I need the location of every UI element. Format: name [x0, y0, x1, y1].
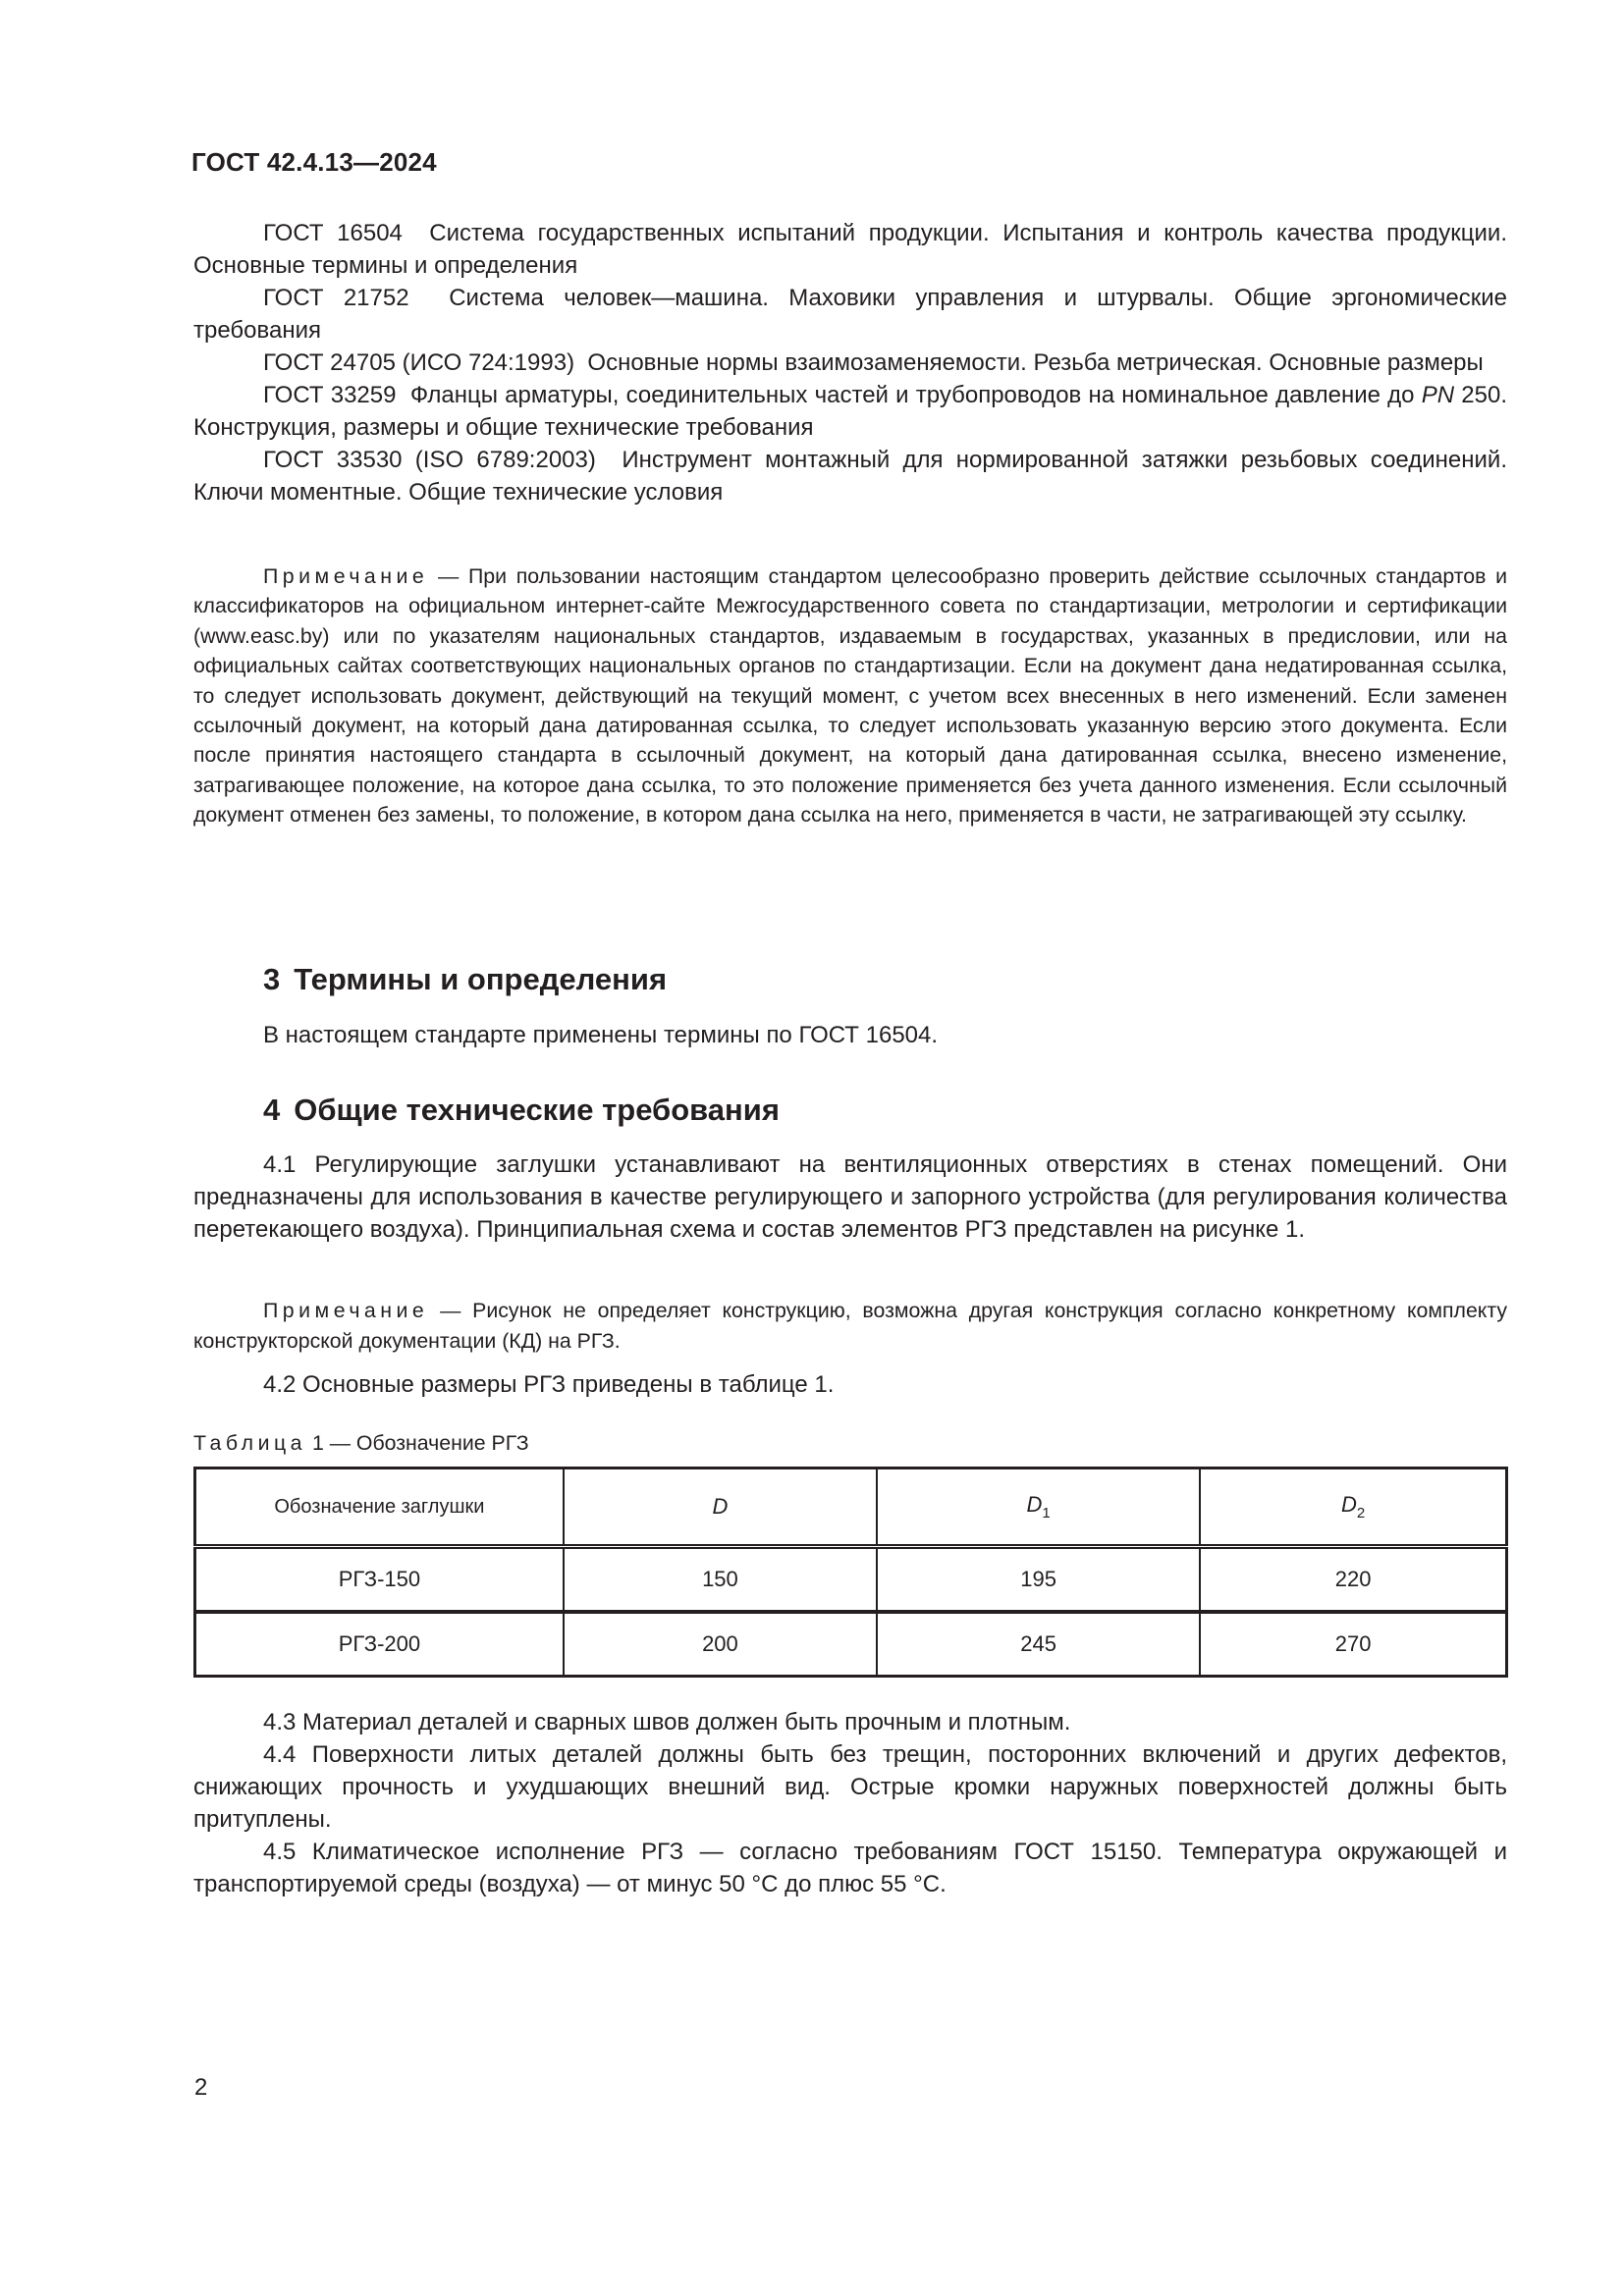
- clause-4-3: 4.3 Материал деталей и сварных швов должен быть прочным и плотным.: [263, 1709, 1071, 1735]
- references-note: [193, 561, 1507, 830]
- column-header-d: D: [564, 1468, 877, 1547]
- document-id-header: ГОСТ 42.4.13—2024: [191, 147, 437, 177]
- note-label: Примечание: [263, 564, 429, 588]
- figure-note: [193, 1296, 1507, 1357]
- normative-references-list: [193, 217, 1507, 508]
- reference-item: ГОСТ 24705 (ИСО 724:1993) Основные нормы взаимозаменяемости. Резьба метрическая. Основные размеры: [263, 349, 1484, 376]
- note-text: — При пользовании настоящим стандартом целесообразно проверить действие ссылочных стандартов и классификаторов на официальном интернет-сайте Межгосударственного совета по стандартизации, метрологии и сертификации (www.easc.by) или по указателям национальных стандартов, издаваемым в государствах, указанных в предисловии, или на официальных сайтах соответствующих национальных органов по стандартизации. Если на документ дана недатированная ссылка, то следует использовать документ, действующий на текущий момент, с учетом всех внесенных в него изменений. Если заменен ссылочный документ, на который дана датированная ссылка, то следует использовать указанную версию этого документа. Если после принятия настоящего стандарта в ссылочный документ, на который дана датированная ссылка, внесено изменение, затрагивающее положение, на которое дана ссылка, то это положение применяется без учета данного изменения. Если ссылочный документ отменен без замены, то положение, в котором дана ссылка на него, применяется в части, не затрагивающей эту ссылку.: [193, 564, 1507, 828]
- dimensions-table: [193, 1467, 1508, 1678]
- table-header-row: [195, 1468, 1507, 1547]
- note-text: — Рисунок не определяет конструкцию, возможна другая конструкция согласно конкретному комплекту конструкторской документации (КД) на РГЗ.: [193, 1299, 1507, 1353]
- clause-4-5: 4.5 Климатическое исполнение РГЗ — согласно требованиям ГОСТ 15150. Температура окружающей и транспортируемой среды (воздуха) — от минус 50 °С до плюс 55 °С.: [193, 1839, 1507, 1897]
- clauses-4-3-to-4-5: [193, 1706, 1507, 1900]
- clause-4-1: 4.1 Регулирующие заглушки устанавливают на вентиляционных отверстиях в стенах помещений. Они предназначены для использования в качестве регулирующего и запорного устройства (для регулирования количества перетекающего воздуха). Принципиальная схема и состав элементов РГЗ представлен на рисунке 1.: [193, 1151, 1507, 1243]
- table-row: РГЗ-200 200 245 270: [195, 1612, 1507, 1677]
- note-label: Примечание: [263, 1299, 429, 1322]
- section-3-heading: 3 Термины и определения: [263, 962, 668, 996]
- reference-item: ГОСТ 33530 (ISO 6789:2003) Инструмент монтажный для нормированной затяжки резьбовых соединений. Ключи моментные. Общие технические условия: [193, 447, 1507, 506]
- column-header-d1: $D_1$: [877, 1468, 1200, 1547]
- table-caption: Таблица 1 — Обозначение РГЗ: [193, 1431, 529, 1455]
- page-number: 2: [194, 2074, 208, 2101]
- clause-4-2: 4.2 Основные размеры РГЗ приведены в таблице 1.: [263, 1371, 835, 1398]
- section-3-text: В настоящем стандарте применены термины по ГОСТ 16504.: [263, 1022, 939, 1048]
- reference-item: ГОСТ 16504 Система государственных испытаний продукции. Испытания и контроль качества продукции. Основные термины и определения: [193, 220, 1508, 279]
- column-header-d2: $D_2$: [1200, 1468, 1506, 1547]
- table-row: РГЗ-150 150 195 220: [195, 1547, 1507, 1613]
- section-4-heading: 4 Общие технические требования: [263, 1093, 780, 1127]
- reference-item: ГОСТ 33259 Фланцы арматуры, соединительных частей и трубопроводов на номинальное давление до PN 250. Конструкция, размеры и общие технические требования: [193, 382, 1508, 441]
- clause-4-4: 4.4 Поверхности литых деталей должны быть без трещин, посторонних включений и других дефектов, снижающих прочность и ухудшающих внешний вид. Острые кромки наружных поверхностей должны быть притуплены.: [193, 1741, 1507, 1833]
- reference-item: ГОСТ 21752 Система человек—машина. Маховики управления и штурвалы. Общие эргономические требования: [193, 285, 1507, 344]
- column-header-designation: Обозначение заглушки: [195, 1468, 564, 1547]
